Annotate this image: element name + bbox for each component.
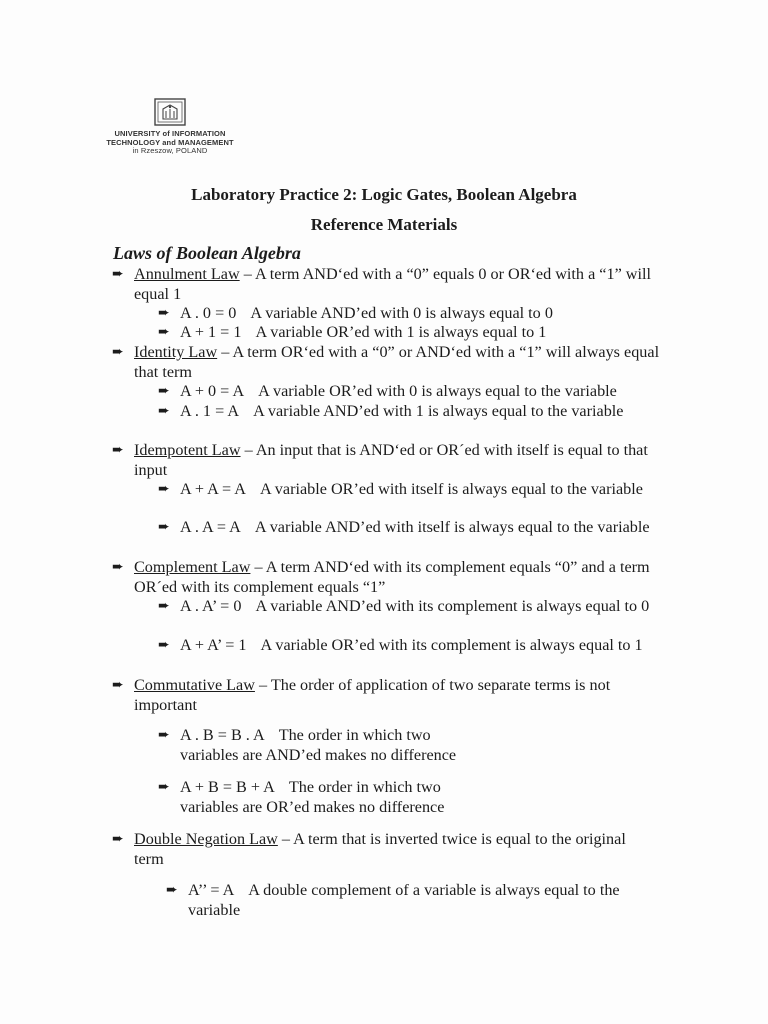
arrow-bullet-icon: ➨ — [112, 267, 124, 282]
law-name: Idempotent Law — [134, 441, 241, 459]
arrow-bullet-icon: ➨ — [158, 728, 170, 743]
arrow-bullet-icon: ➨ — [158, 482, 170, 497]
law-complement — [112, 558, 674, 597]
law-explanation: A variable OR’ed with 1 is always equal to 1 — [255, 323, 547, 341]
law-explanation: The order in which two variables are OR’ed makes no difference — [180, 778, 445, 816]
page-title: Laboratory Practice 2: Logic Gates, Boolean Algebra — [191, 185, 577, 204]
arrow-bullet-icon: ➨ — [166, 883, 178, 898]
arrow-bullet-icon: ➨ — [158, 599, 170, 614]
law-explanation: A variable OR’ed with its complement is always equal to 1 — [260, 636, 643, 654]
arrow-bullet-icon: ➨ — [158, 384, 170, 399]
law-expression: A . B = B . A — [180, 726, 265, 744]
law-name: Identity Law — [134, 343, 218, 361]
law-description: – A term that is inverted twice is equal to the original term — [134, 830, 626, 868]
law-expression: A + B = B + A — [180, 778, 275, 796]
law-expression: A . A’ = 0 — [180, 597, 242, 615]
law-description: – A term AND‘ed with a “0” equals 0 or OR‘ed with a “1” will equal 1 — [134, 265, 651, 303]
law-explanation: A variable OR’ed with 0 is always equal to the variable — [258, 382, 617, 400]
law-identity — [112, 343, 674, 382]
law-item — [166, 881, 668, 920]
page-subtitle: Reference Materials — [310, 215, 458, 234]
law-commutative — [112, 676, 674, 715]
law-expression: A + A’ = 1 — [180, 636, 247, 654]
arrow-bullet-icon: ➨ — [112, 443, 124, 458]
arrow-bullet-icon: ➨ — [158, 306, 170, 321]
law-expression: A . 1 = A — [180, 402, 240, 420]
law-expression: A’’ = A — [188, 881, 235, 899]
law-description: – The order of application of two separate terms is not important — [134, 676, 611, 714]
law-item — [158, 480, 675, 500]
arrow-bullet-icon: ➨ — [112, 678, 124, 693]
arrow-bullet-icon: ➨ — [158, 520, 170, 535]
law-annulment — [112, 265, 674, 304]
law-item — [158, 402, 675, 422]
institution-location: in Rzeszow, POLAND — [132, 146, 208, 155]
law-explanation: A variable AND’ed with 1 is always equal to the variable — [253, 402, 624, 420]
law-item — [158, 382, 675, 402]
law-explanation: A double complement of a variable is always equal to the variable — [188, 881, 620, 919]
law-expression: A . A = A — [180, 518, 241, 536]
law-description: – A term OR‘ed with a “0” or AND‘ed with a “1” will always equal that term — [134, 343, 660, 381]
law-description: – An input that is AND‘ed or OR´ed with itself is equal to that input — [134, 441, 648, 479]
law-idempotent — [112, 441, 674, 480]
law-double-negation — [112, 830, 654, 869]
law-name: Commutative Law — [134, 676, 255, 694]
law-item — [158, 518, 675, 538]
law-name: Annulment Law — [134, 265, 240, 283]
law-explanation: A variable OR’ed with itself is always equal to the variable — [259, 480, 643, 498]
law-explanation: A variable AND’ed with itself is always equal to the variable — [254, 518, 650, 536]
institution-line: TECHNOLOGY and MANAGEMENT — [106, 137, 234, 147]
law-expression: A + 1 = 1 — [180, 323, 242, 341]
law-explanation: A variable AND’ed with its complement is always equal to 0 — [255, 597, 650, 615]
arrow-bullet-icon: ➨ — [158, 325, 170, 340]
law-expression: A . 0 = 0 — [180, 304, 237, 322]
law-item — [158, 304, 675, 324]
university-seal-icon — [153, 97, 187, 127]
arrow-bullet-icon: ➨ — [112, 832, 124, 847]
law-expression: A + A = A — [180, 480, 246, 498]
law-item — [158, 778, 480, 817]
law-item — [158, 597, 675, 617]
law-explanation: A variable AND’ed with 0 is always equal to 0 — [250, 304, 553, 322]
arrow-bullet-icon: ➨ — [158, 780, 170, 795]
arrow-bullet-icon: ➨ — [158, 404, 170, 419]
institution-line: UNIVERSITY of INFORMATION — [114, 129, 226, 138]
section-heading: Laws of Boolean Algebra — [113, 243, 301, 263]
law-description: – A term AND‘ed with its complement equals “0” and a term OR´ed with its complement equals “1” — [134, 558, 650, 596]
law-item — [158, 726, 480, 765]
law-item — [158, 323, 675, 343]
arrow-bullet-icon: ➨ — [112, 560, 124, 575]
law-expression: A + 0 = A — [180, 382, 245, 400]
institution-name — [100, 130, 240, 156]
law-name: Complement Law — [134, 558, 251, 576]
arrow-bullet-icon: ➨ — [112, 345, 124, 360]
law-explanation: The order in which two variables are AND’ed makes no difference — [180, 726, 457, 764]
arrow-bullet-icon: ➨ — [158, 638, 170, 653]
law-name: Double Negation Law — [134, 830, 278, 848]
law-item — [158, 636, 675, 656]
university-logo — [100, 97, 240, 156]
